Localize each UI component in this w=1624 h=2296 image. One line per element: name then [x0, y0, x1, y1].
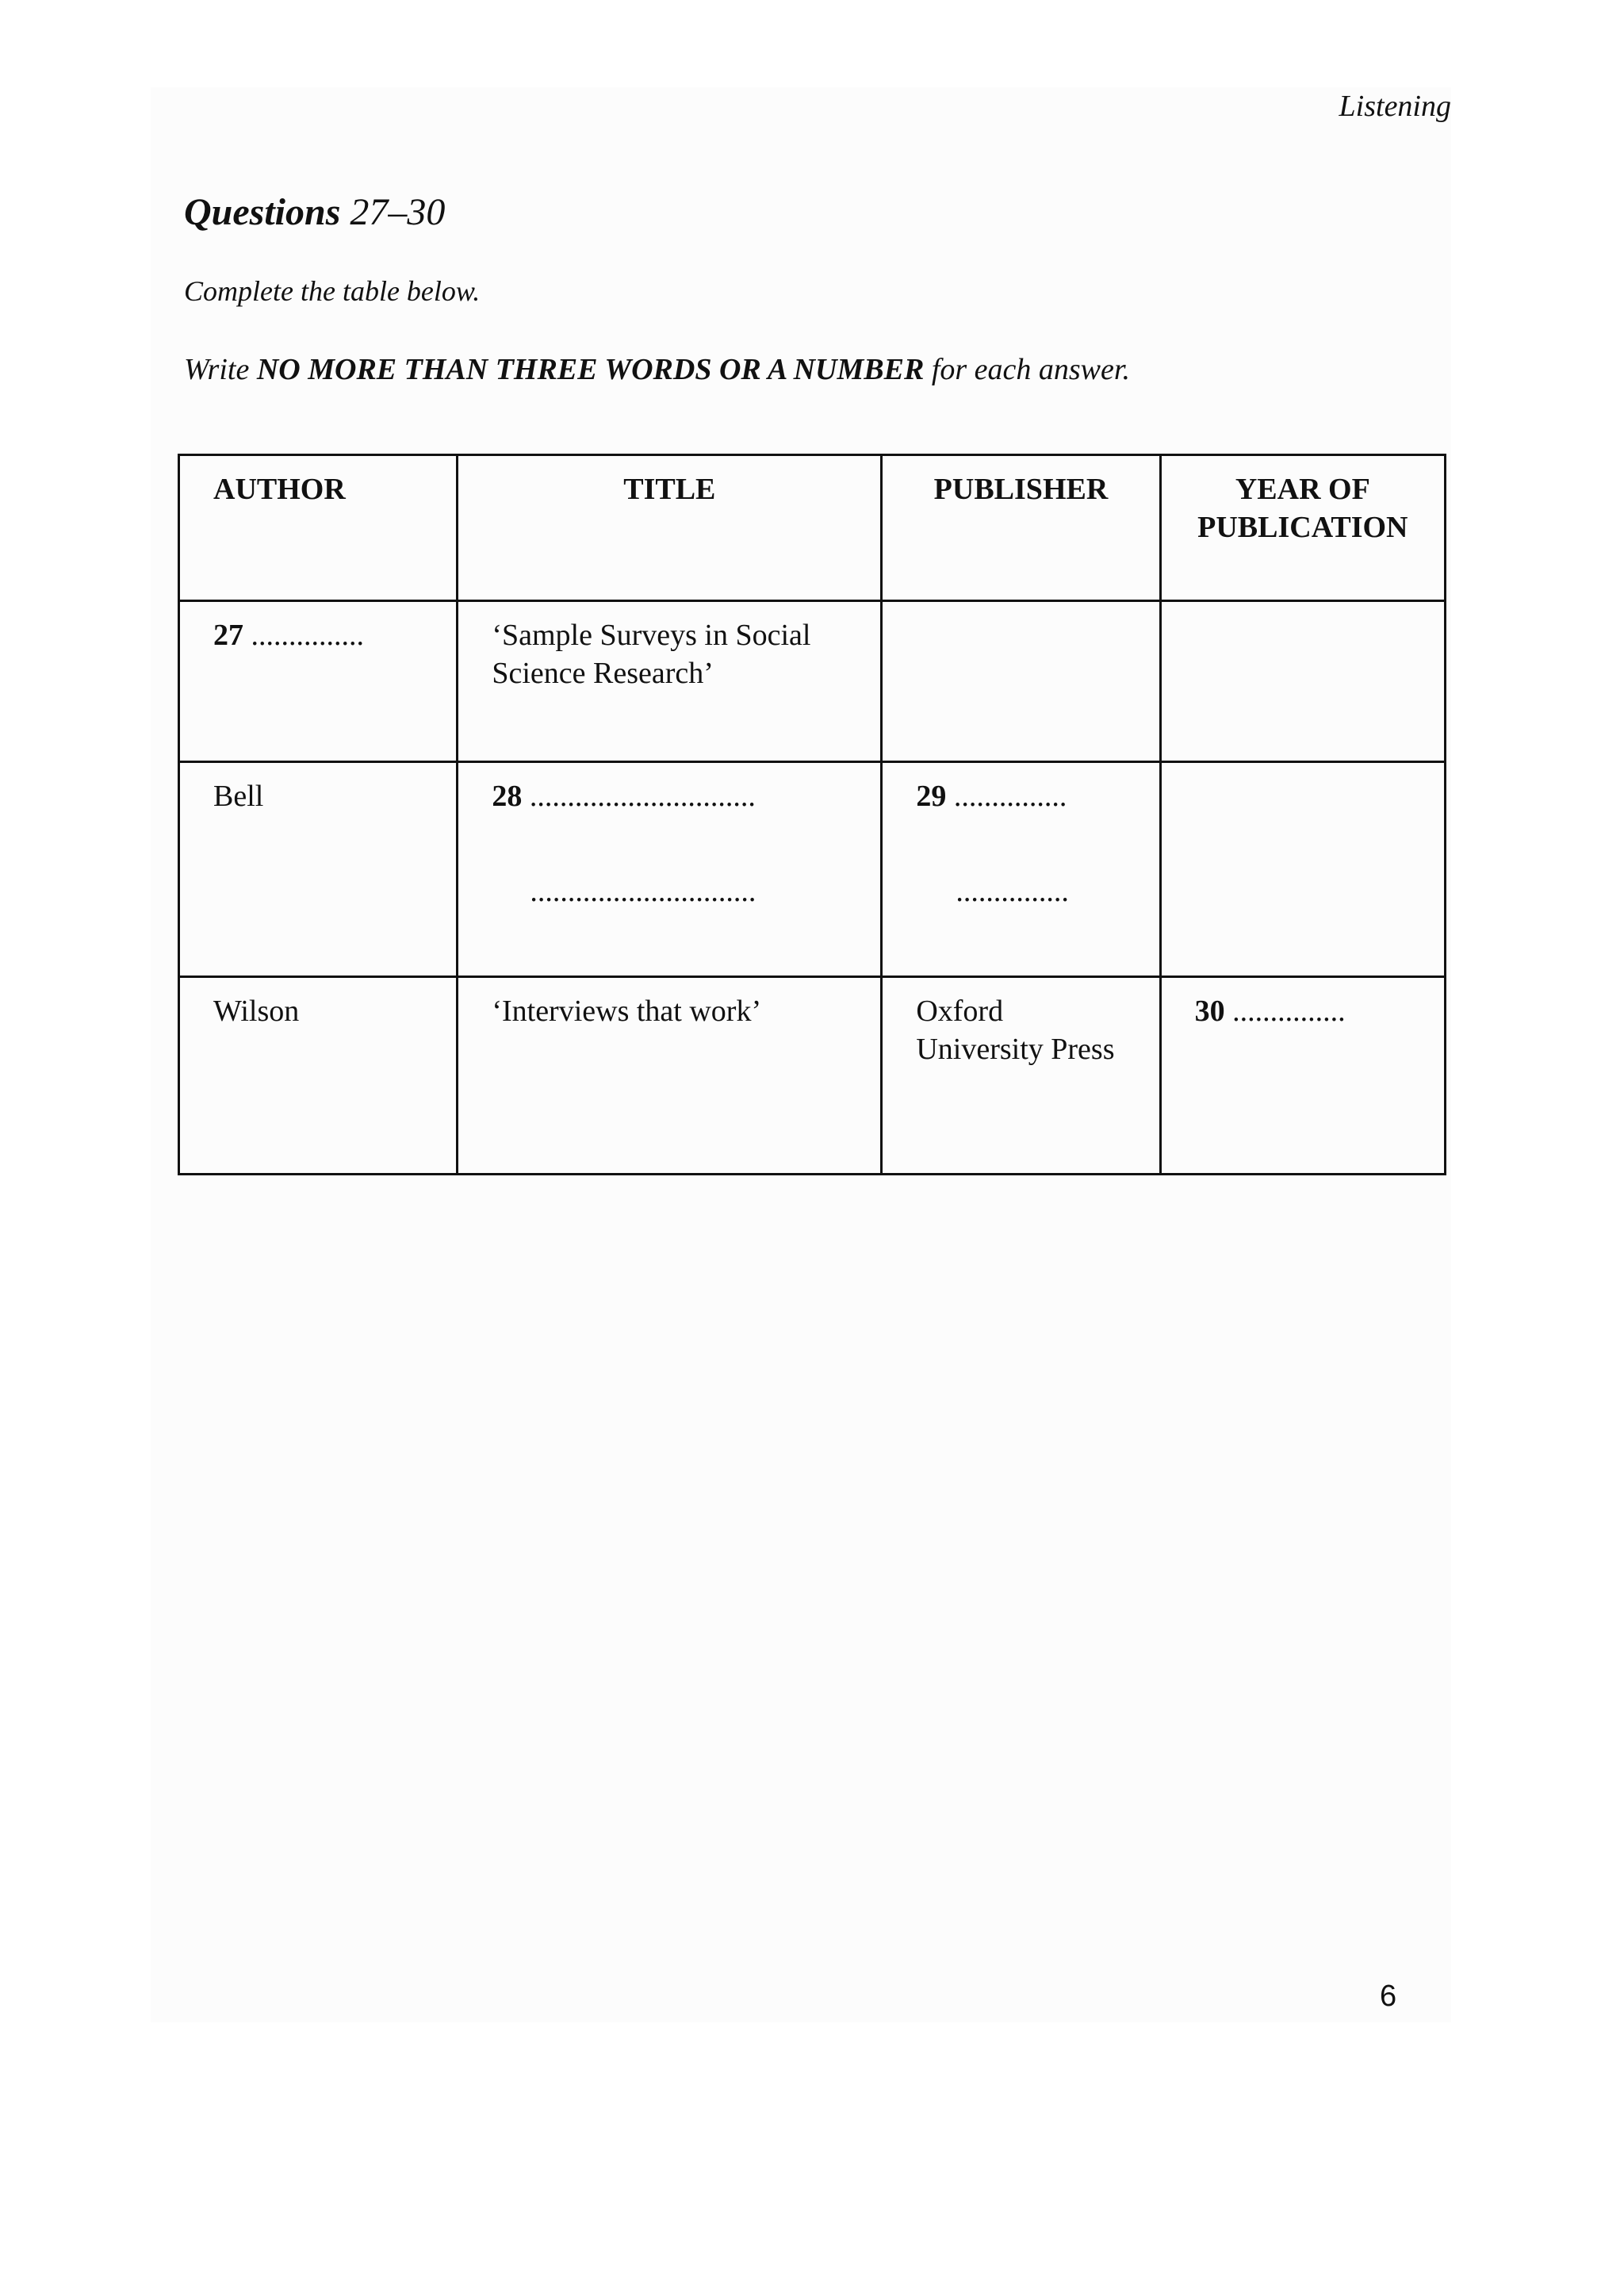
cell-publisher-gap[interactable]	[882, 762, 1160, 977]
table-row	[179, 601, 1446, 762]
cell-publisher: Oxford University Press	[882, 977, 1160, 1175]
header-title: TITLE	[458, 455, 882, 601]
cell-year	[1160, 601, 1445, 762]
answer-gap: ..............................	[529, 780, 756, 813]
header-year: YEAR OF PUBLICATION	[1160, 455, 1445, 601]
answer-gap: ...............	[1232, 995, 1346, 1028]
table-row	[179, 977, 1446, 1175]
cell-author-gap[interactable]	[179, 601, 458, 762]
page-number: 6	[1380, 1980, 1397, 2013]
word-limit-rule	[184, 352, 1130, 387]
question-number: 30	[1194, 995, 1225, 1028]
rule-suffix: for each answer.	[931, 353, 1130, 386]
cell-year-gap[interactable]	[1160, 977, 1445, 1175]
header-author: AUTHOR	[179, 455, 458, 601]
reference-table-wrapper	[178, 454, 1446, 1066]
heading-word: Questions	[184, 191, 341, 233]
cell-title: ‘Sample Surveys in Social Science Research’	[458, 601, 882, 762]
cell-author: Wilson	[179, 977, 458, 1175]
section-header: Listening	[1339, 90, 1451, 123]
rule-prefix: Write	[184, 353, 250, 386]
cell-author: Bell	[179, 762, 458, 977]
cell-year	[1160, 762, 1445, 977]
cell-title-gap[interactable]	[458, 762, 882, 977]
cell-title: ‘Interviews that work’	[458, 977, 882, 1175]
question-number: 28	[492, 780, 523, 813]
heading-range: 27–30	[350, 191, 446, 233]
header-publisher: PUBLISHER	[882, 455, 1160, 601]
instruction-text: Complete the table below.	[184, 275, 481, 307]
question-number: 29	[916, 780, 947, 813]
answer-gap-continued: ...............	[956, 875, 1069, 908]
table-row	[179, 762, 1446, 977]
questions-heading	[184, 190, 445, 234]
answer-gap-continued: ..............................	[530, 875, 756, 908]
cell-publisher	[882, 601, 1160, 762]
reference-table	[178, 454, 1446, 1175]
answer-gap: ...............	[953, 780, 1067, 813]
rule-strong: NO MORE THAN THREE WORDS OR A NUMBER	[256, 353, 925, 386]
table-header-row	[179, 455, 1446, 601]
question-number: 27	[213, 619, 243, 652]
answer-gap: ...............	[251, 619, 364, 652]
